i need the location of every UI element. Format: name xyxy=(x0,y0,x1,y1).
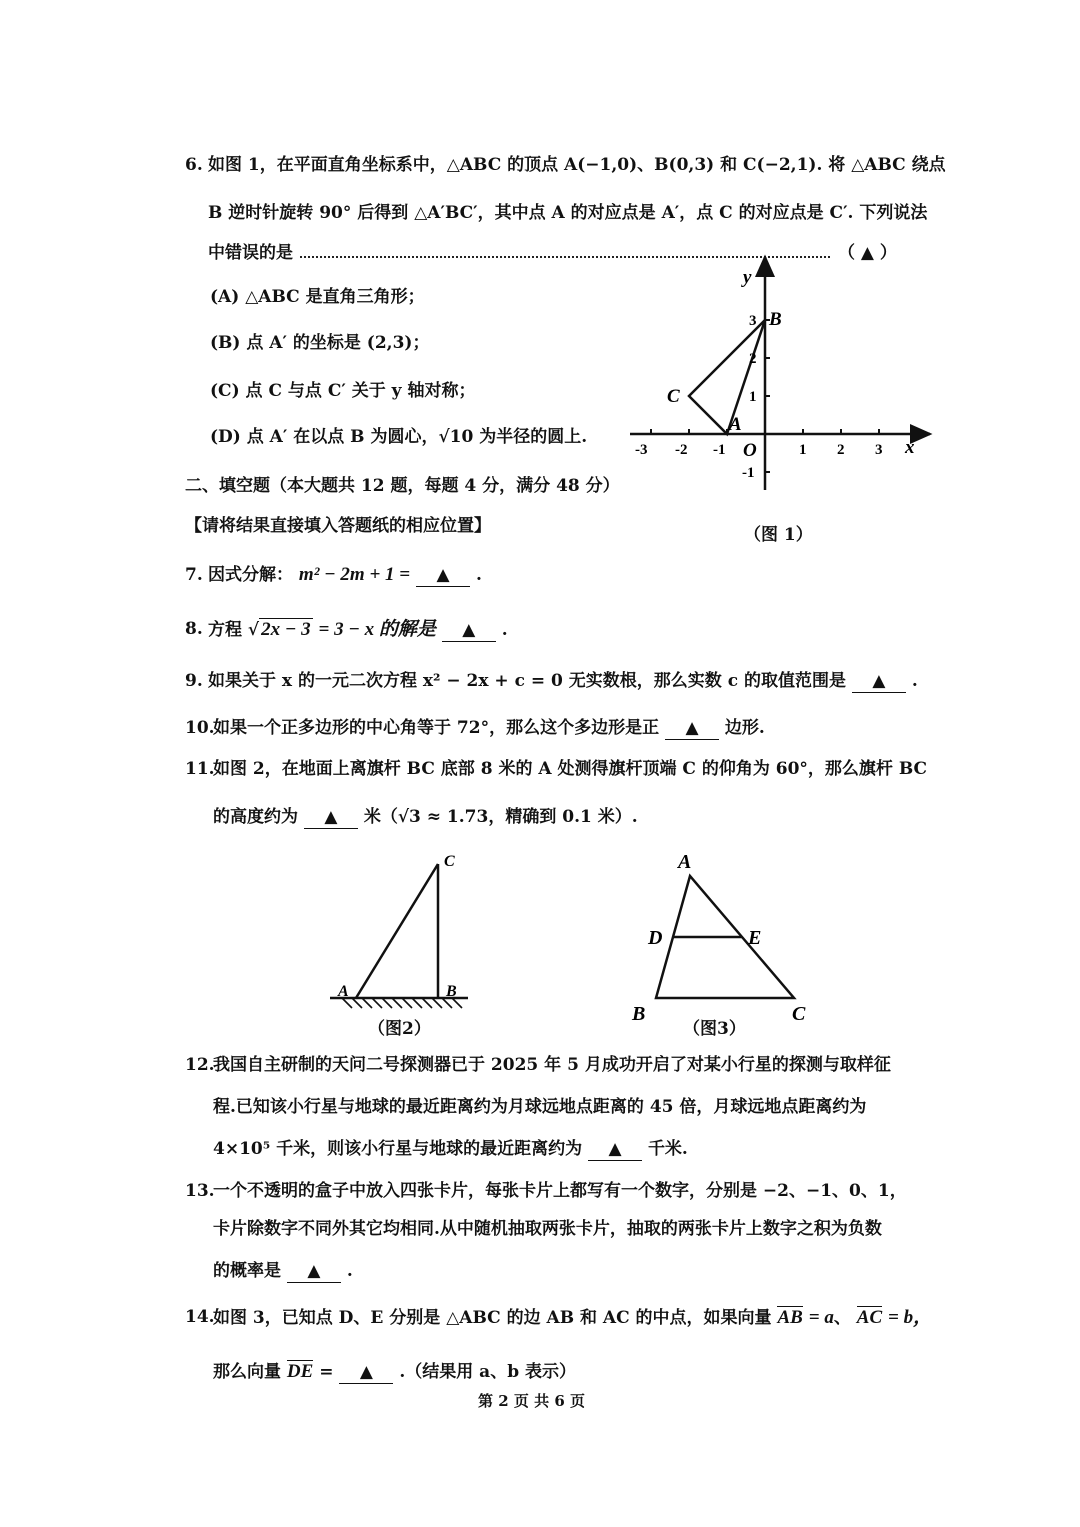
figure-3-triangle xyxy=(628,850,828,1030)
q14-row1 xyxy=(213,1306,932,1329)
q14-eq-a: = a xyxy=(808,1307,834,1328)
q14-row2 xyxy=(213,1360,576,1384)
q8-end: . xyxy=(501,620,508,640)
point-b-label: B xyxy=(446,983,457,1000)
q12-answer-blank[interactable]: ▲ xyxy=(588,1138,642,1161)
vector-de: DE xyxy=(286,1361,314,1382)
section-2-title: 二、填空题（本大题共 12 题，每题 4 分，满分 48 分） xyxy=(185,476,620,496)
q6-option-d: (D) 点 A′ 在以点 B 为圆心，√10 为半径的圆上. xyxy=(210,427,588,447)
q10-end: 边形. xyxy=(724,718,765,738)
q8-radical: √ 2x − 3 xyxy=(247,619,311,640)
q6-number: 6. xyxy=(185,155,203,175)
q13-line2: 卡片除数字不同外其它均相同.从中随机抽取两张卡片，抽取的两张卡片上数字之积为负数 xyxy=(213,1219,882,1239)
x-tick-label: -1 xyxy=(713,442,726,458)
q11-line2b: 米（√3 ≈ 1.73，精确到 0.1 米）. xyxy=(363,807,638,827)
q9-end: . xyxy=(911,671,918,691)
q14-eq-b: = b， xyxy=(888,1307,933,1328)
q12-row3 xyxy=(213,1138,688,1161)
point-d-label: D xyxy=(648,927,663,949)
q8-radicand: 2x − 3 xyxy=(261,619,311,640)
figure-2-flagpole xyxy=(322,850,482,1030)
q12-line1: 我国自主研制的天问二号探测器已于 2025 年 5 月成功开启了对某小行星的探测与取样征 xyxy=(213,1055,891,1075)
page-footer: 第 2 页 共 6 页 xyxy=(478,1392,585,1410)
q14-eq: = xyxy=(319,1362,334,1382)
q14-line1a: 如图 3，已知点 D、E 分别是 △ABC 的边 AB 和 AC 的中点，如果向量 xyxy=(213,1308,772,1328)
q13-number: 13. xyxy=(185,1181,215,1201)
y-tick-label: 1 xyxy=(749,389,757,405)
q7-expression: m² − 2m + 1 = xyxy=(298,564,411,585)
q10-answer-blank[interactable]: ▲ xyxy=(665,717,719,740)
point-a-label: A xyxy=(338,983,349,1000)
x-tick-label: 3 xyxy=(875,442,883,458)
point-c-label: C xyxy=(667,386,680,407)
point-a-label: A xyxy=(678,851,692,873)
q6-answer-mark: （ ▲ ） xyxy=(838,243,897,263)
y-tick-label: -1 xyxy=(742,465,755,481)
y-tick-label: 3 xyxy=(749,313,757,329)
q11-number: 11. xyxy=(185,759,215,779)
q14-line2a: 那么向量 xyxy=(213,1362,281,1382)
figure-3-caption: （图3） xyxy=(683,1019,746,1039)
q8-rhs: = 3 − x 的解是 xyxy=(318,619,436,640)
q7-number: 7. xyxy=(185,565,203,585)
q14-number: 14. xyxy=(185,1307,215,1327)
q8-row xyxy=(208,618,508,642)
q8-text: 方程 xyxy=(208,620,242,640)
q6-line2: B 逆时针旋转 90° 后得到 △A′BC′，其中点 A 的对应点是 A′，点 C 的对应点是 C′. 下列说法 xyxy=(208,203,928,223)
q9-text: 如果关于 x 的一元二次方程 x² − 2x + c = 0 无实数根，那么实数 c 的取值范围是 xyxy=(208,671,846,691)
x-tick-label: -2 xyxy=(675,442,688,458)
vector-ac: AC xyxy=(856,1307,883,1328)
point-c-label: C xyxy=(792,1003,806,1025)
x-tick-label: 1 xyxy=(799,442,807,458)
q13-line1: 一个不透明的盒子中放入四张卡片，每张卡片上都写有一个数字，分别是 −2、−1、0、1， xyxy=(213,1181,907,1201)
q11-answer-blank[interactable]: ▲ xyxy=(304,806,358,829)
q13-answer-blank[interactable]: ▲ xyxy=(287,1260,341,1283)
section-2-note: 【请将结果直接填入答题纸的相应位置】 xyxy=(185,516,491,536)
q14-line2b: .（结果用 a、b 表示） xyxy=(399,1362,577,1382)
q9-number: 9. xyxy=(185,671,203,691)
q8-number: 8. xyxy=(185,619,203,639)
q7-answer-blank[interactable]: ▲ xyxy=(416,564,470,587)
q8-answer-blank[interactable]: ▲ xyxy=(442,619,496,642)
point-e-label: E xyxy=(748,927,762,949)
triangle-abc xyxy=(689,320,765,434)
q6-option-a: (A) △ABC 是直角三角形； xyxy=(210,287,425,307)
vector-ab: AB xyxy=(777,1307,803,1328)
q14-answer-blank[interactable]: ▲ xyxy=(339,1361,393,1384)
q6-option-c: (C) 点 C 与点 C′ 关于 y 轴对称； xyxy=(210,381,476,401)
q13-line3a: 的概率是 xyxy=(213,1261,281,1281)
q13-row3 xyxy=(213,1260,353,1283)
q9-row xyxy=(208,670,918,693)
q6-line1: 如图 1，在平面直角坐标系中，△ABC 的顶点 A(−1,0)、B(0,3) 和 C(−2,1). 将 △ABC 绕点 xyxy=(208,155,946,175)
q6-option-b: (B) 点 A′ 的坐标是 (2,3)； xyxy=(210,333,430,353)
q12-line3a: 4×10⁵ 千米，则该小行星与地球的最近距离约为 xyxy=(213,1139,583,1159)
q7-text: 因式分解： xyxy=(208,565,293,585)
y-tick-label: 2 xyxy=(749,351,757,367)
line-ac xyxy=(356,864,438,998)
q11-row2 xyxy=(213,806,638,829)
point-b-label: B xyxy=(632,1003,646,1025)
q12-line2: 程.已知该小行星与地球的最近距离约为月球远地点距离的 45 倍，月球远地点距离约为 xyxy=(213,1097,867,1117)
q12-line3b: 千米. xyxy=(647,1139,688,1159)
q12-number: 12. xyxy=(185,1055,215,1075)
y-axis-label: y xyxy=(743,267,752,288)
x-tick-label: 2 xyxy=(837,442,845,458)
figure-1-caption: （图 1） xyxy=(744,525,813,545)
origin-label: O xyxy=(743,440,757,461)
q14-sep: 、 xyxy=(833,1308,851,1328)
q7-row xyxy=(208,564,482,587)
q11-line1: 如图 2，在地面上离旗杆 BC 底部 8 米的 A 处测得旗杆顶端 C 的仰角为 60°，那么旗杆 BC xyxy=(213,759,928,779)
point-a-label: A xyxy=(729,414,742,435)
q10-row xyxy=(213,717,765,740)
q9-answer-blank[interactable]: ▲ xyxy=(852,670,906,693)
point-b-label: B xyxy=(769,309,782,330)
figure-2-caption: （图2） xyxy=(368,1019,431,1039)
point-c-label: C xyxy=(444,853,455,870)
q6-line3: 中错误的是 xyxy=(208,243,293,263)
x-tick-label: -3 xyxy=(635,442,648,458)
q11-line2a: 的高度约为 xyxy=(213,807,298,827)
q10-text: 如果一个正多边形的中心角等于 72°，那么这个多边形是正 xyxy=(213,718,660,738)
x-axis-label: x xyxy=(905,437,915,458)
q13-end: . xyxy=(346,1261,353,1281)
figure-1-coordinate-plane xyxy=(625,255,945,505)
q10-number: 10. xyxy=(185,718,215,738)
q7-end: . xyxy=(475,565,482,585)
